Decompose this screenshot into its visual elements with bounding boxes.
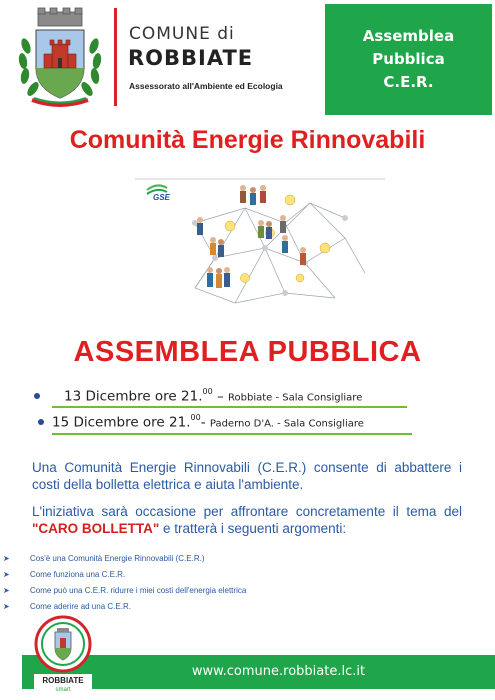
- list-item: [0, 569, 495, 585]
- bullet-icon: [38, 419, 44, 425]
- date-1-sep: –: [212, 388, 229, 405]
- topic-text: Come funziona una C.E.R.: [30, 570, 126, 579]
- bullet-icon: [34, 393, 40, 399]
- intro-paragraph: Una Comunità Energie Rinnovabili (C.E.R.) consente di abbattere i costi della bolletta elettrica e aiuta l'ambiente.: [32, 460, 462, 492]
- header-divider: [114, 8, 117, 106]
- gse-logo-text: GSE: [153, 193, 170, 202]
- department-label: Assessorato all'Ambiente ed Ecologia: [129, 81, 283, 91]
- caro-bolletta-highlight: "CARO BOLLETTA": [32, 521, 160, 536]
- arrow-bullet-icon: ➤: [3, 602, 10, 611]
- energy-community-network-illustration: [135, 178, 385, 323]
- date-1-date: 13 Dicembre ore 21.: [64, 388, 203, 405]
- badge-line-3: C.E.R.: [383, 73, 434, 91]
- town-crest-icon: [14, 6, 106, 110]
- list-item: [0, 553, 495, 569]
- arrow-bullet-icon: ➤: [3, 554, 10, 563]
- topics-list: [0, 553, 495, 617]
- date-1-place: Robbiate - Sala Consigliare: [228, 392, 363, 404]
- date-1-sup: 00: [202, 387, 213, 396]
- town-name: ROBBIATE: [128, 46, 254, 70]
- date-line-1: [34, 387, 362, 405]
- date-2-underline: [52, 433, 412, 435]
- website-link[interactable]: www.comune.robbiate.lc.it: [191, 664, 366, 679]
- date-2-place: Paderno D'A. - Sala Consigliare: [209, 418, 364, 430]
- list-item: [0, 585, 495, 601]
- topic-text: Come può una C.E.R. ridurre i miei costi dell'energia elettrica: [30, 586, 247, 595]
- date-2-sep: -: [200, 414, 210, 431]
- badge-line-2: Pubblica: [372, 50, 445, 68]
- logo-subtext: smart: [55, 687, 71, 693]
- header: [0, 0, 495, 115]
- comune-di-label: COMUNE di: [129, 24, 235, 44]
- arrow-bullet-icon: ➤: [3, 586, 10, 595]
- page-title: Comunità Energie Rinnovabili: [69, 126, 426, 154]
- topic-text: Cos'è una Comunità Energie Rinnovabili (C.E.R.): [30, 554, 205, 563]
- topics-intro-paragraph: [32, 503, 462, 537]
- badge-line-1: Assemblea: [362, 27, 455, 45]
- robbiate-smart-logo: [32, 614, 94, 696]
- logo-text: ROBBIATE: [42, 676, 84, 685]
- date-line-2: [38, 413, 364, 431]
- event-badge: [325, 4, 492, 115]
- arrow-bullet-icon: ➤: [3, 570, 10, 579]
- topics-intro-after: e tratterà i seguenti argomenti:: [159, 521, 347, 536]
- date-2-date: 15 Dicembre ore 21.: [52, 414, 191, 431]
- assembly-heading: ASSEMBLEA PUBBLICA: [73, 336, 422, 368]
- topic-text: Come aderire ad una C.E.R.: [30, 602, 131, 611]
- date-1-underline: [52, 406, 407, 408]
- topics-intro-before: L'iniziativa sarà occasione per affrontare concretamente il tema del: [32, 504, 462, 519]
- date-2-sup: 00: [190, 413, 201, 422]
